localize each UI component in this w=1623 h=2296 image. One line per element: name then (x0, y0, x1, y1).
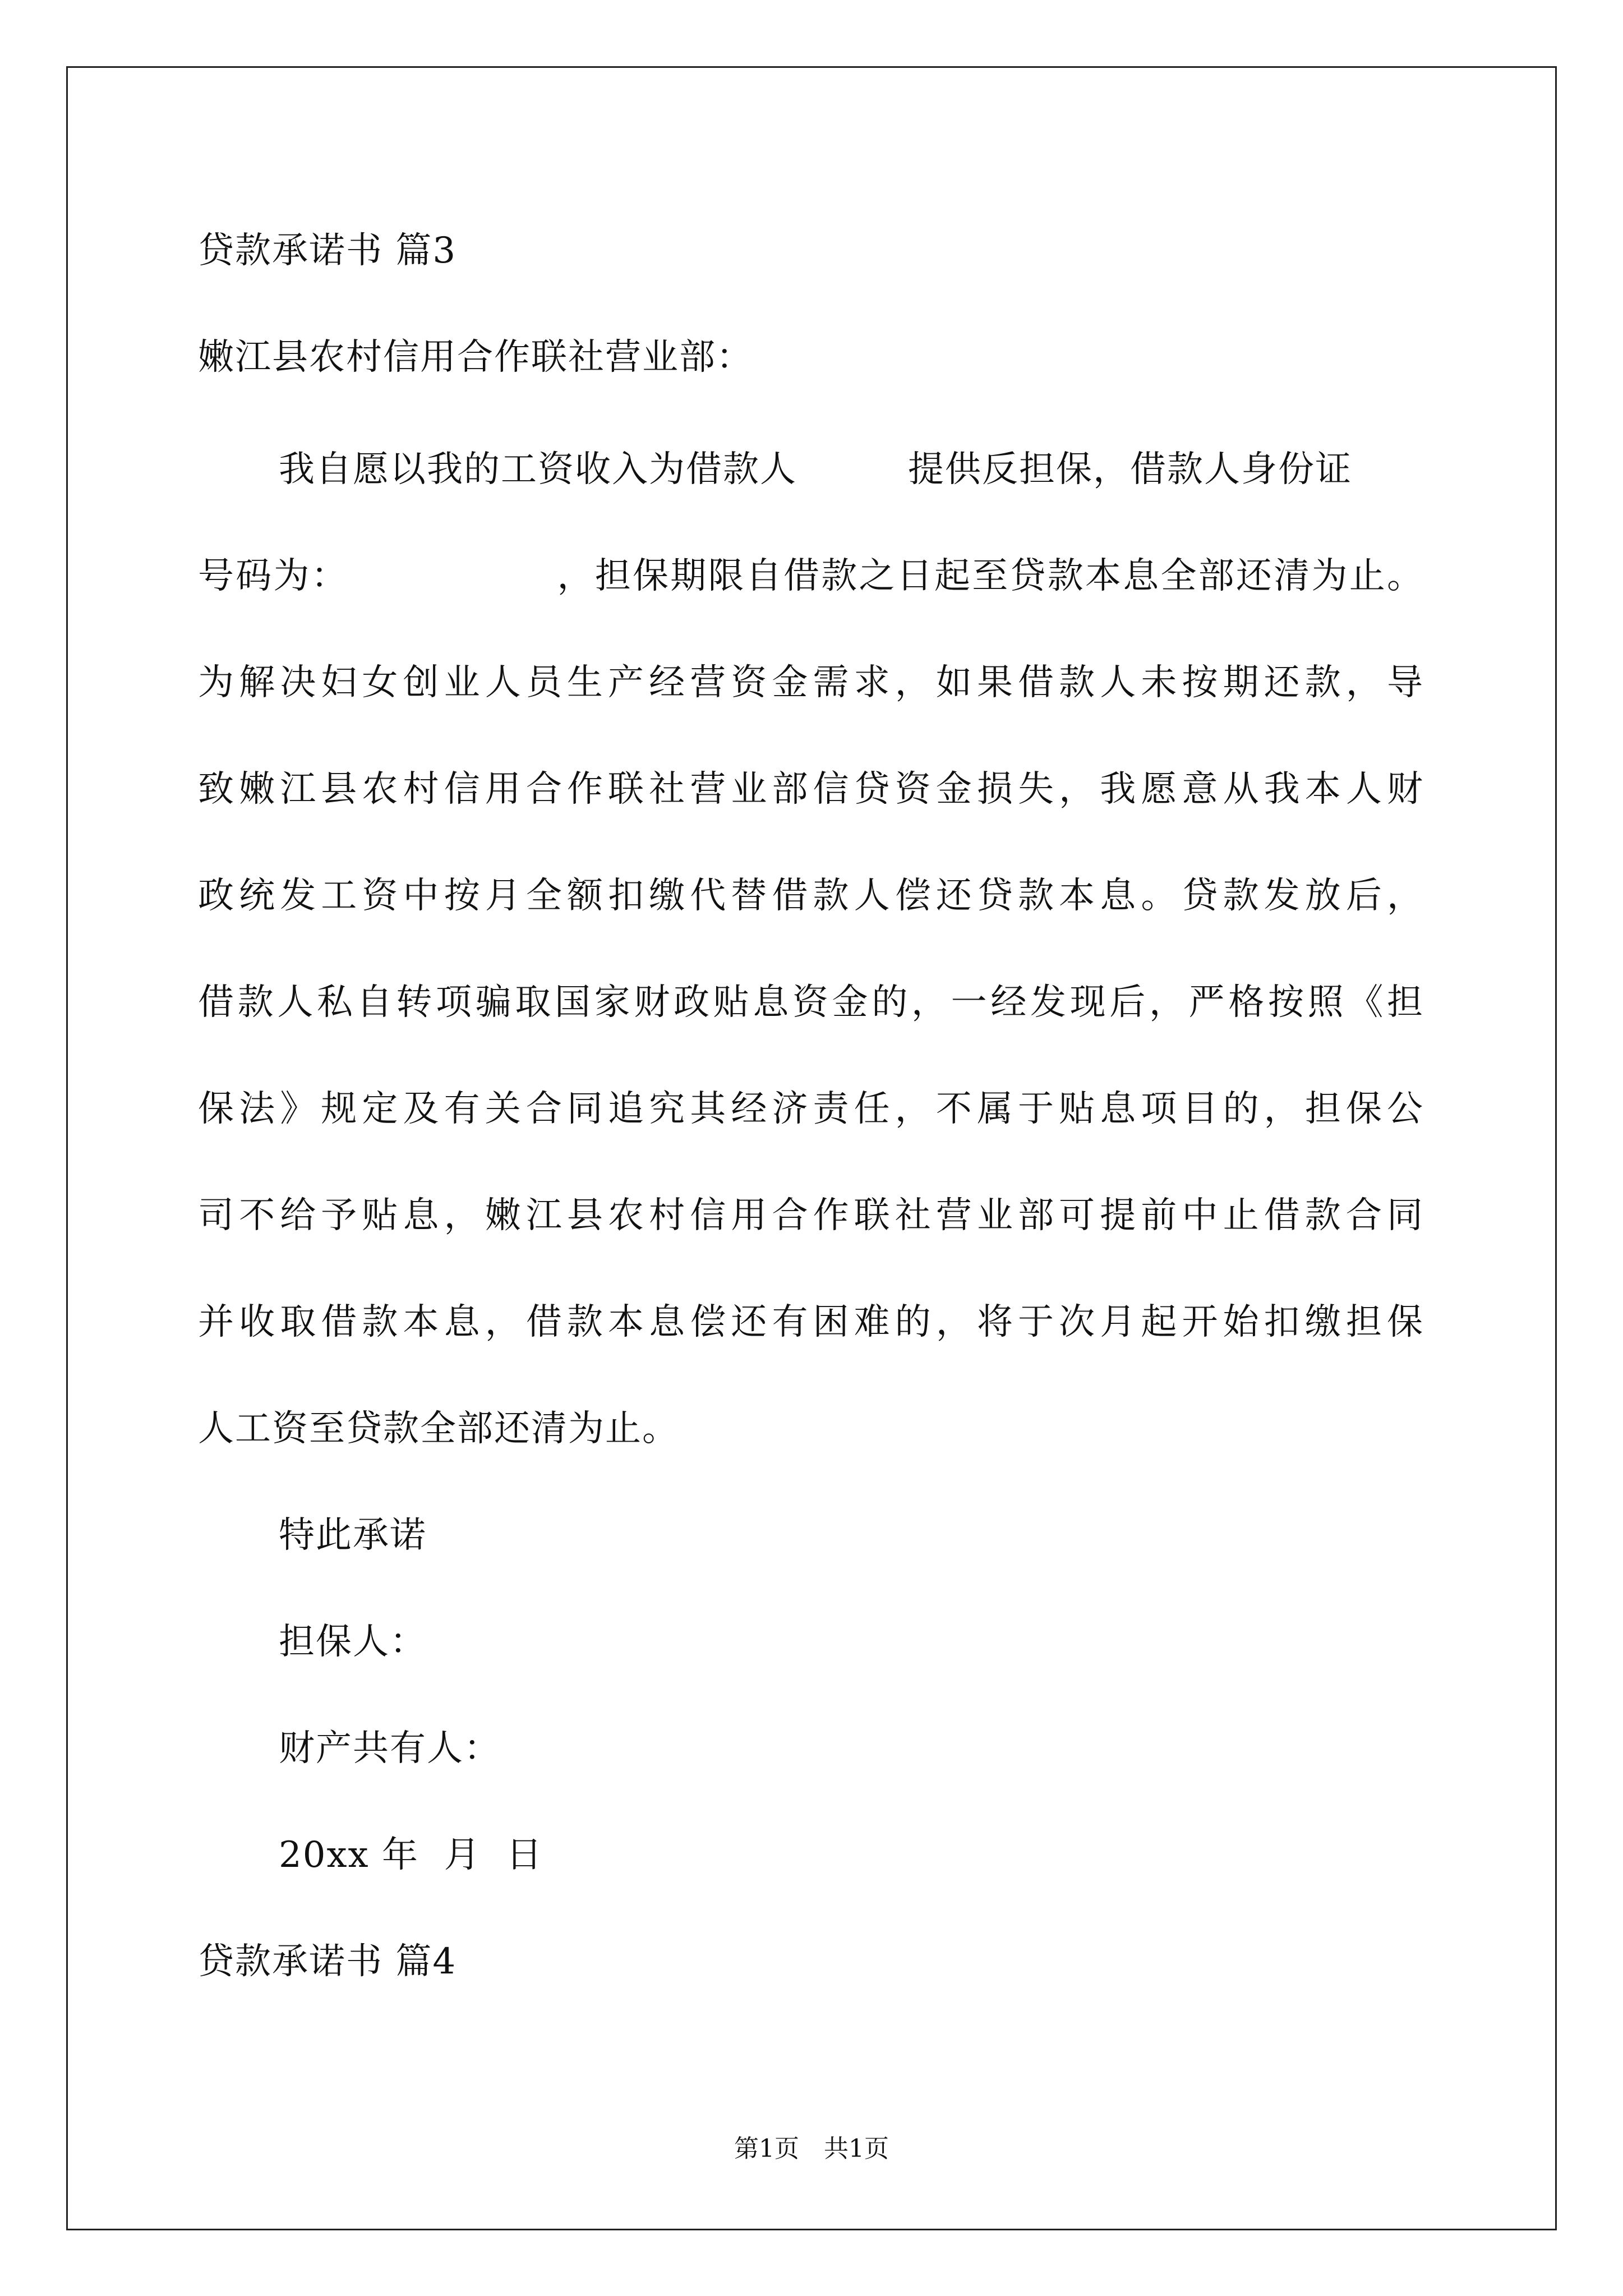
section-heading-3: 贷款承诺书 篇3 (198, 230, 457, 272)
page-footer: 第1页 共1页 (734, 2134, 889, 2163)
section-heading-4: 贷款承诺书 篇4 (198, 1941, 457, 1982)
paragraph-line-5: 政统发工资中按月全额扣缴代替借款人偿还贷款本息。贷款发放后， (198, 875, 1424, 917)
paragraph-line-10: 人工资至贷款全部还清为止。 (198, 1408, 679, 1450)
paragraph-line-2: 号码为： ，担保期限自借款之日起至贷款本息全部还清为止。 (198, 555, 1424, 597)
paragraph-line-4: 致嫩江县农村信用合作联社营业部信贷资金损失，我愿意从我本人财 (198, 769, 1424, 810)
date-line: 20xx 年 月 日 (279, 1834, 543, 1876)
guarantor-label: 担保人： (279, 1621, 427, 1663)
paragraph-line-8: 司不给予贴息，嫩江县农村信用合作联社营业部可提前中止借款合同 (198, 1195, 1424, 1236)
paragraph-line-7: 保法》规定及有关合同追究其经济责任，不属于贴息项目的，担保公 (198, 1088, 1424, 1130)
closing-statement: 特此承诺 (279, 1515, 427, 1556)
co-owner-label: 财产共有人： (279, 1728, 501, 1769)
salutation: 嫩江县农村信用合作联社营业部： (198, 337, 753, 378)
page-border (66, 66, 1557, 2230)
paragraph-line-3: 为解决妇女创业人员生产经营资金需求，如果借款人未按期还款，导 (198, 662, 1424, 703)
paragraph-line-1: 我自愿以我的工资收入为借款人 提供反担保，借款人身份证 (279, 449, 1352, 490)
paragraph-line-9: 并收取借款本息，借款本息偿还有困难的，将于次月起开始扣缴担保 (198, 1301, 1424, 1343)
paragraph-line-6: 借款人私自转项骗取国家财政贴息资金的，一经发现后，严格按照《担 (198, 982, 1424, 1023)
